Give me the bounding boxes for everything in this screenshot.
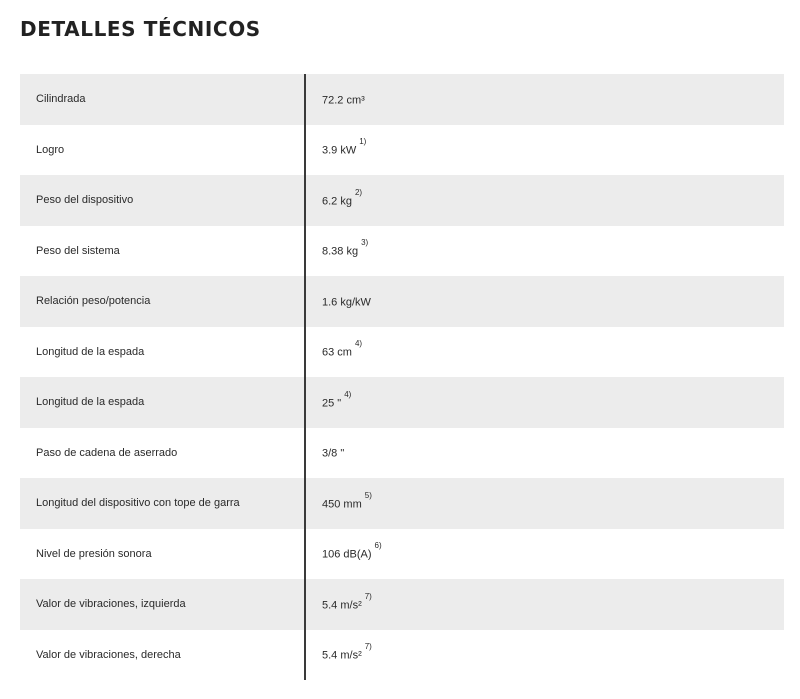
spec-footnote: 6) — [374, 541, 382, 551]
spec-label: Nivel de presión sonora — [36, 547, 152, 560]
spec-value: 25 " — [322, 397, 342, 410]
spec-value: 8.38 kg — [322, 246, 359, 259]
spec-value-cell — [305, 579, 784, 630]
table-row — [20, 478, 784, 529]
table-row — [20, 377, 784, 428]
spec-value: 450 mm — [322, 498, 362, 511]
spec-label: Valor de vibraciones, derecha — [36, 648, 181, 661]
spec-value-cell — [305, 327, 784, 378]
spec-value-cell — [305, 276, 784, 327]
specs-table — [20, 74, 784, 680]
page-title: DETALLES TÉCNICOS — [20, 17, 261, 41]
spec-footnote: 7) — [364, 642, 372, 652]
spec-value: 63 cm — [322, 347, 352, 360]
spec-value-cell — [305, 428, 784, 479]
table-row — [20, 125, 784, 176]
spec-value: 72.2 cm³ — [322, 94, 365, 107]
spec-footnote: 4) — [344, 389, 352, 399]
spec-label: Peso del dispositivo — [36, 194, 134, 207]
spec-value: 106 dB(A) — [322, 549, 372, 562]
spec-label: Longitud de la espada — [36, 396, 145, 409]
table-row — [20, 327, 784, 378]
spec-value: 1.6 kg/kW — [322, 296, 371, 309]
spec-value-cell — [305, 125, 784, 176]
spec-label: Longitud del dispositivo con tope de garra — [36, 497, 240, 510]
table-row — [20, 630, 784, 681]
spec-value-cell — [305, 74, 784, 125]
table-row — [20, 428, 784, 479]
spec-value: 5.4 m/s² — [322, 650, 362, 663]
spec-label: Cilindrada — [36, 93, 86, 106]
spec-value: 3/8 " — [322, 448, 345, 461]
spec-value-cell — [305, 226, 784, 277]
spec-label: Valor de vibraciones, izquierda — [36, 598, 186, 611]
table-row — [20, 175, 784, 226]
table-row — [20, 276, 784, 327]
table-row — [20, 74, 784, 125]
spec-label: Longitud de la espada — [36, 345, 145, 358]
spec-label: Logro — [36, 143, 65, 156]
spec-value: 5.4 m/s² — [322, 599, 362, 612]
table-row — [20, 579, 784, 630]
spec-footnote: 2) — [354, 187, 363, 197]
spec-label: Paso de cadena de aserrado — [36, 446, 178, 459]
spec-value-cell — [305, 377, 784, 428]
spec-value-cell — [305, 478, 784, 529]
spec-value-cell — [305, 529, 784, 580]
spec-value-cell — [305, 630, 784, 681]
spec-value-cell — [305, 175, 784, 226]
spec-footnote: 7) — [364, 591, 372, 601]
table-row — [20, 226, 784, 277]
spec-footnote: 4) — [354, 339, 363, 349]
spec-footnote: 5) — [364, 490, 372, 500]
spec-value: 3.9 kW — [322, 145, 357, 158]
spec-footnote: 1) — [359, 137, 367, 147]
table-row — [20, 529, 784, 580]
spec-footnote: 3) — [361, 238, 369, 248]
spec-label: Peso del sistema — [36, 244, 120, 257]
spec-value: 6.2 kg — [322, 195, 352, 208]
spec-label: Relación peso/potencia — [36, 295, 151, 308]
